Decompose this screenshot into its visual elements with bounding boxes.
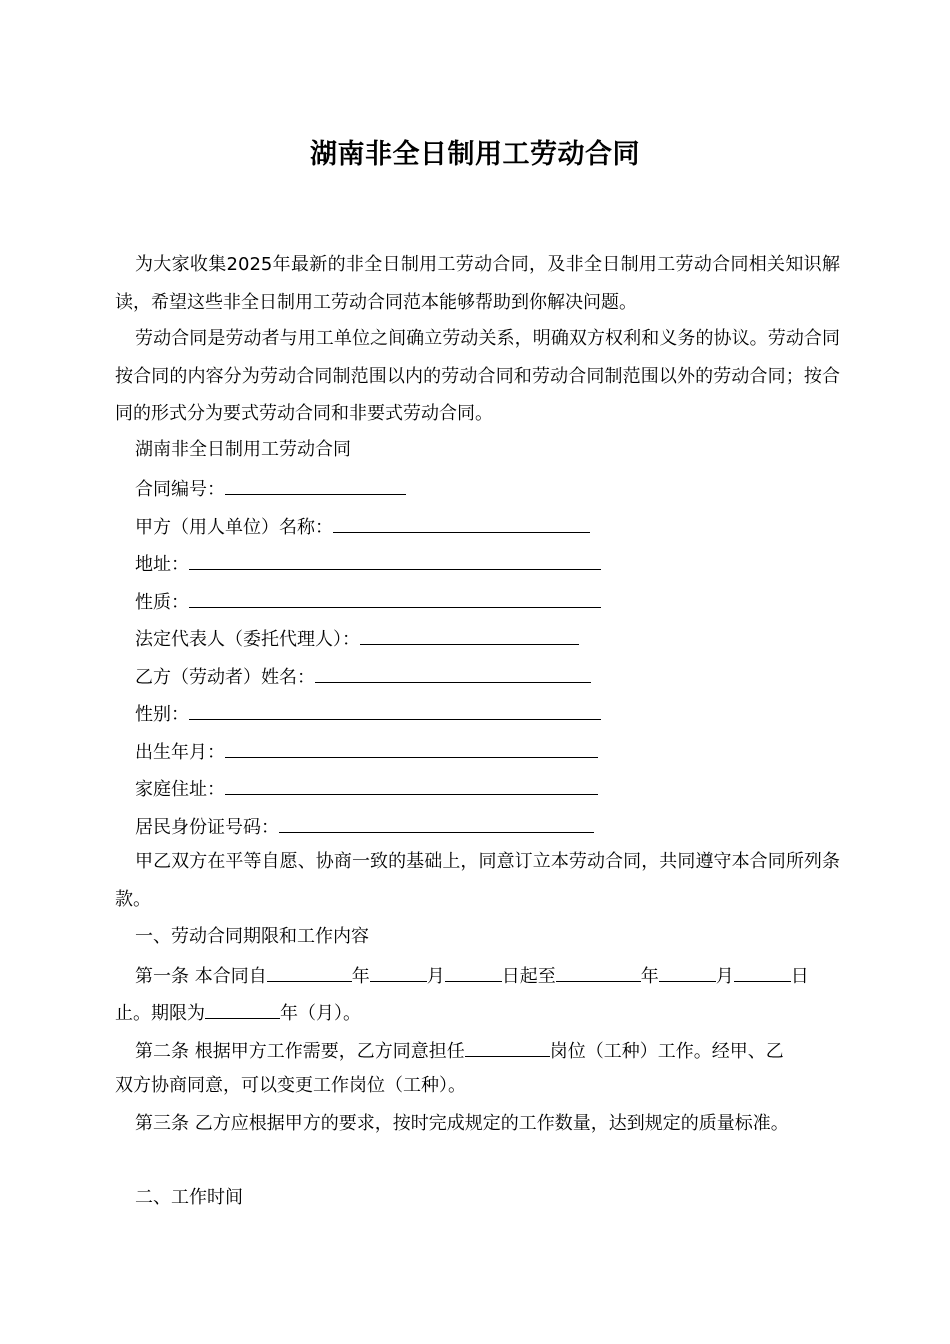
- article-text: 日起至: [501, 966, 556, 987]
- contract-heading: 湖南非全日制用工劳动合同: [135, 439, 351, 460]
- article-text: 年: [351, 966, 370, 987]
- article-text: 年: [640, 966, 659, 987]
- blank-line: [189, 549, 601, 570]
- field-label: 居民身份证号码：: [135, 817, 279, 838]
- field-label: 合同编号：: [135, 479, 225, 500]
- field-id-number: [135, 812, 594, 841]
- blank-line: [225, 774, 598, 795]
- blank-line: [659, 961, 716, 982]
- field-nature: [135, 587, 601, 616]
- field-label: 性质：: [135, 592, 189, 613]
- intro-paragraph-2: 劳动合同是劳动者与用工单位之间确立劳动关系，明确双方权利和义务的协议。劳动合同按合同的内容分为劳动合同制范围以内的劳动合同和劳动合同制范围以外的劳动合同；按合同的形式分为要式劳动合同和非要式劳动合同。: [115, 328, 840, 424]
- blank-line: [189, 699, 601, 720]
- article-2-line-1: [135, 1036, 784, 1065]
- field-birth: [135, 737, 598, 766]
- article-2-line-2: 双方协商同意，可以变更工作岗位（工种）。: [115, 1075, 466, 1096]
- article-text: 年（月）。: [280, 1003, 361, 1024]
- blank-line: [370, 961, 427, 982]
- section-2-heading: 二、工作时间: [135, 1187, 243, 1208]
- article-1-line-2: [115, 998, 361, 1027]
- blank-line: [360, 624, 579, 645]
- blank-line: [267, 961, 352, 982]
- blank-line: [734, 961, 791, 982]
- section-1-heading: 一、劳动合同期限和工作内容: [135, 926, 369, 947]
- article-text: 月: [715, 966, 734, 987]
- field-label: 法定代表人（委托代理人）：: [135, 629, 360, 650]
- article-text: 第一条 本合同自: [135, 966, 267, 987]
- field-label: 乙方（劳动者）姓名：: [135, 667, 315, 688]
- field-label: 甲方（用人单位）名称：: [135, 517, 333, 538]
- field-gender: [135, 699, 601, 728]
- field-label: 出生年月：: [135, 742, 225, 763]
- blank-line: [315, 662, 591, 683]
- article-text: 止。期限为: [115, 1003, 205, 1024]
- intro-paragraph-1: 为大家收集2025年最新的非全日制用工劳动合同，及非全日制用工劳动合同相关知识解读，希望这些非全日制用工劳动合同范本能够帮助到你解决问题。: [115, 254, 840, 313]
- article-text: 岗位（工种）工作。经甲、乙: [549, 1041, 784, 1062]
- field-label: 家庭住址：: [135, 779, 225, 800]
- blank-line: [279, 812, 594, 833]
- field-legal-rep: [135, 624, 579, 653]
- article-text: 月: [426, 966, 445, 987]
- blank-line: [333, 512, 590, 533]
- article-text: 第二条 根据甲方工作需要，乙方同意担任: [135, 1041, 465, 1062]
- field-party-a-name: [135, 512, 590, 541]
- blank-line: [189, 587, 601, 608]
- field-label: 地址：: [135, 554, 189, 575]
- article-text: 日: [790, 966, 809, 987]
- field-address: [135, 549, 601, 578]
- blank-line: [225, 737, 598, 758]
- field-contract-no: [135, 474, 406, 503]
- article-1-line-1: [135, 961, 809, 990]
- blank-line: [465, 1036, 550, 1057]
- field-party-b-name: [135, 662, 591, 691]
- blank-line: [556, 961, 641, 982]
- blank-line: [445, 961, 502, 982]
- article-3: 第三条 乙方应根据甲方的要求，按时完成规定的工作数量，达到规定的质量标准。: [135, 1113, 789, 1134]
- field-label: 性别：: [135, 704, 189, 725]
- blank-line: [225, 474, 406, 495]
- field-home-address: [135, 774, 598, 803]
- document-title: 湖南非全日制用工劳动合同: [310, 139, 640, 170]
- agreement-paragraph: 甲乙双方在平等自愿、协商一致的基础上，同意订立本劳动合同，共同遵守本合同所列条款。: [115, 851, 840, 910]
- blank-line: [205, 998, 280, 1019]
